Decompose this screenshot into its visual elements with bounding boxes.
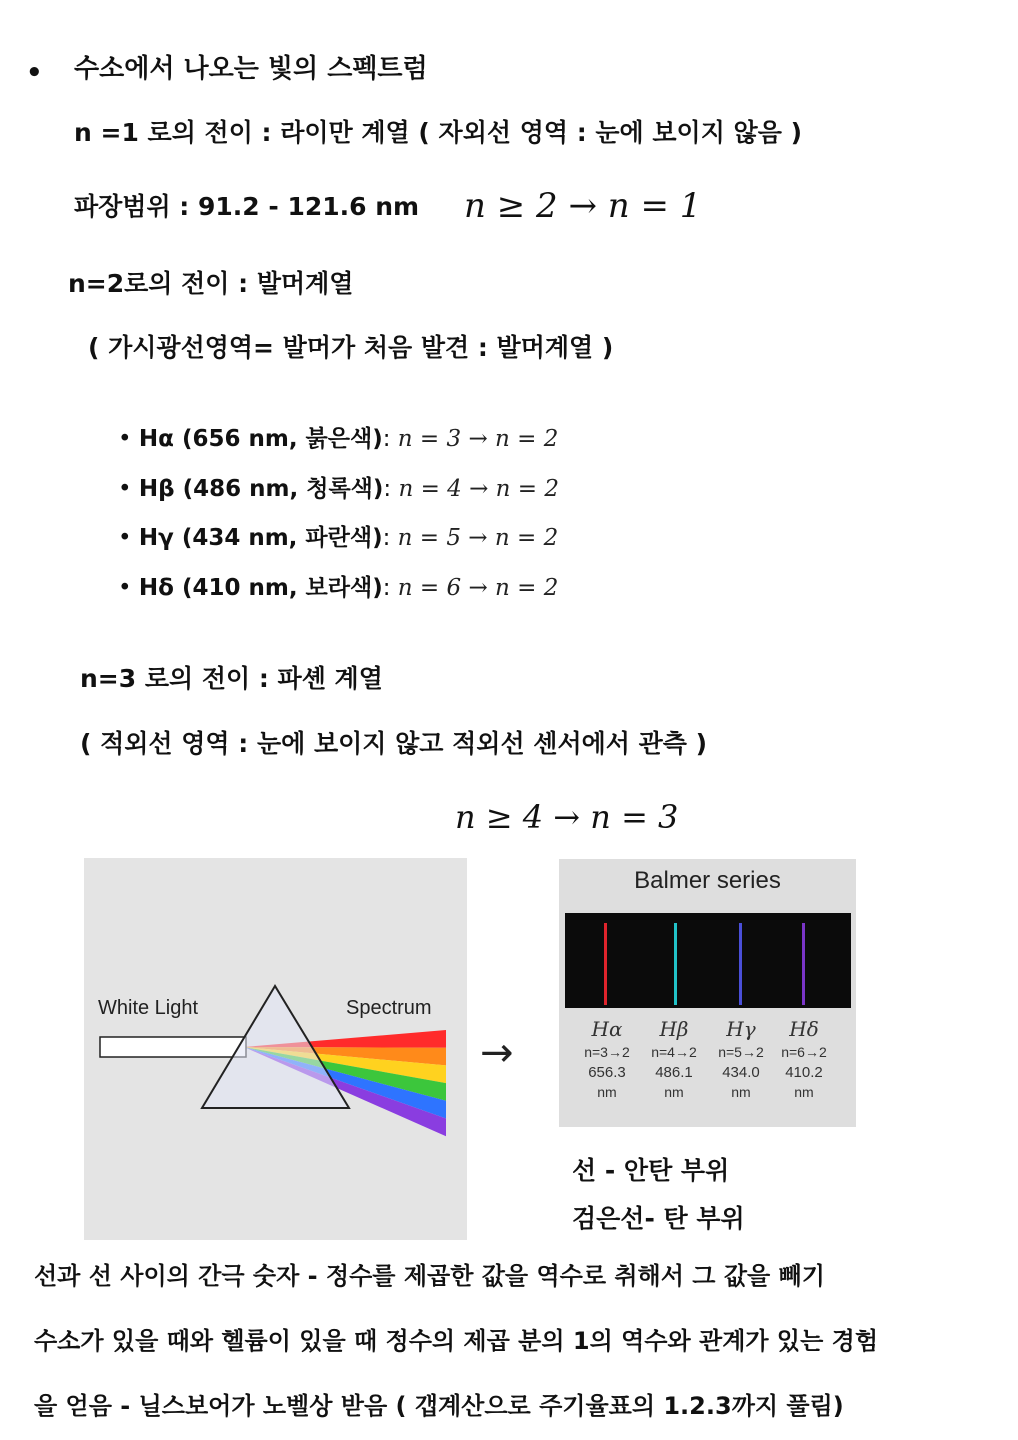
item-label: Hδ (410 nm, 보라색): [138, 575, 383, 601]
line-symbol: Hδ: [789, 1017, 819, 1041]
balmer-title: n=2로의 전이 : 발머계열: [68, 269, 354, 298]
item-equation: n = 3 → n = 2: [397, 426, 559, 452]
balmer-note: ( 가시광선영역= 발머가 처음 발견 : 발머계열 ): [88, 333, 614, 362]
item-label: Hα (656 nm, 붉은색): [138, 426, 383, 452]
prism-svg: [84, 858, 467, 1240]
line-info-h-delta: [771, 1017, 837, 1101]
spectrum-band: [565, 913, 851, 1008]
white-light-beam: [100, 1037, 246, 1057]
white-light-label: White Light: [98, 997, 199, 1019]
note-bright-line: 선 - 안탄 부위: [572, 1156, 730, 1185]
item-label: Hβ (486 nm, 청록색): [138, 476, 384, 502]
spectral-line-h-alpha: [604, 923, 607, 1005]
note-dark-line: 검은선- 탄 부위: [572, 1204, 745, 1233]
item-bullet: •: [118, 476, 139, 502]
line-wavelength: 434.0: [722, 1064, 760, 1081]
line-wavelength: 410.2: [785, 1064, 823, 1081]
item-bullet: •: [118, 525, 139, 551]
paragraph-line-1: 선과 선 사이의 간극 숫자 - 정수를 제곱한 값을 역수로 취해서 그 값을 빼기: [34, 1262, 825, 1290]
line-symbol: Hβ: [659, 1017, 689, 1041]
paschen-title: n=3 로의 전이 : 파셴 계열: [80, 664, 383, 693]
balmer-item-alpha: [118, 424, 558, 454]
item-colon: :: [383, 476, 399, 502]
figure-arrow: →: [480, 1030, 514, 1076]
item-colon: :: [382, 426, 398, 452]
line-unit: nm: [731, 1084, 751, 1100]
line-transition: n=4→2: [651, 1044, 697, 1060]
balmer-item-gamma: [118, 523, 558, 553]
item-colon: :: [382, 525, 398, 551]
page-heading: 수소에서 나오는 빛의 스펙트럼: [74, 54, 428, 84]
item-bullet: •: [118, 426, 139, 452]
lyman-title: n =1 로의 전이 : 라이만 계열 ( 자외선 영역 : 눈에 보이지 않음 ): [74, 118, 802, 147]
line-transition: n=5→2: [718, 1044, 764, 1060]
line-symbol: Hγ: [726, 1017, 756, 1041]
prism-figure: [84, 858, 467, 1240]
paschen-note: ( 적외선 영역 : 눈에 보이지 않고 적외선 센서에서 관측 ): [80, 729, 708, 758]
spectral-line-h-gamma: [739, 923, 742, 1005]
line-wavelength: 656.3: [588, 1064, 626, 1081]
spectral-line-h-delta: [802, 923, 805, 1005]
lyman-range: 파장범위 : 91.2 - 121.6 nm: [74, 192, 420, 221]
line-info-h-alpha: [574, 1017, 640, 1101]
paragraph-line-2: 수소가 있을 때와 헬륨이 있을 때 정수의 제곱 분의 1의 역수와 관계가 있는 경험: [34, 1327, 879, 1355]
line-transition: n=6→2: [781, 1044, 827, 1060]
line-info-h-beta: [641, 1017, 707, 1101]
item-colon: :: [382, 575, 398, 601]
line-unit: nm: [794, 1084, 814, 1100]
line-transition: n=3→2: [584, 1044, 630, 1060]
line-wavelength: 486.1: [655, 1064, 693, 1081]
line-info-h-gamma: [708, 1017, 774, 1101]
item-bullet: •: [118, 575, 139, 601]
item-equation: n = 5 → n = 2: [397, 525, 559, 551]
spectrum-label: Spectrum: [346, 997, 432, 1019]
paragraph-line-3: 을 얻음 - 닐스보어가 노벨상 받음 ( 갭계산으로 주기율표의 1.2.3까지 풀림): [34, 1392, 844, 1420]
balmer-spectrum-panel: [559, 859, 856, 1127]
item-label: Hγ (434 nm, 파란색): [138, 525, 383, 551]
paschen-equation: n ≥ 4 → n = 3: [455, 798, 679, 836]
spectral-line-h-beta: [674, 923, 677, 1005]
item-equation: n = 6 → n = 2: [397, 575, 559, 601]
heading-bullet: •: [26, 58, 43, 88]
line-unit: nm: [597, 1084, 617, 1100]
line-symbol: Hα: [591, 1017, 623, 1041]
balmer-item-beta: [118, 474, 559, 504]
line-unit: nm: [664, 1084, 684, 1100]
balmer-item-delta: [118, 573, 558, 603]
item-equation: n = 4 → n = 2: [398, 476, 560, 502]
balmer-series-title: Balmer series: [634, 867, 781, 894]
lyman-equation: n ≥ 2 → n = 1: [464, 186, 702, 226]
